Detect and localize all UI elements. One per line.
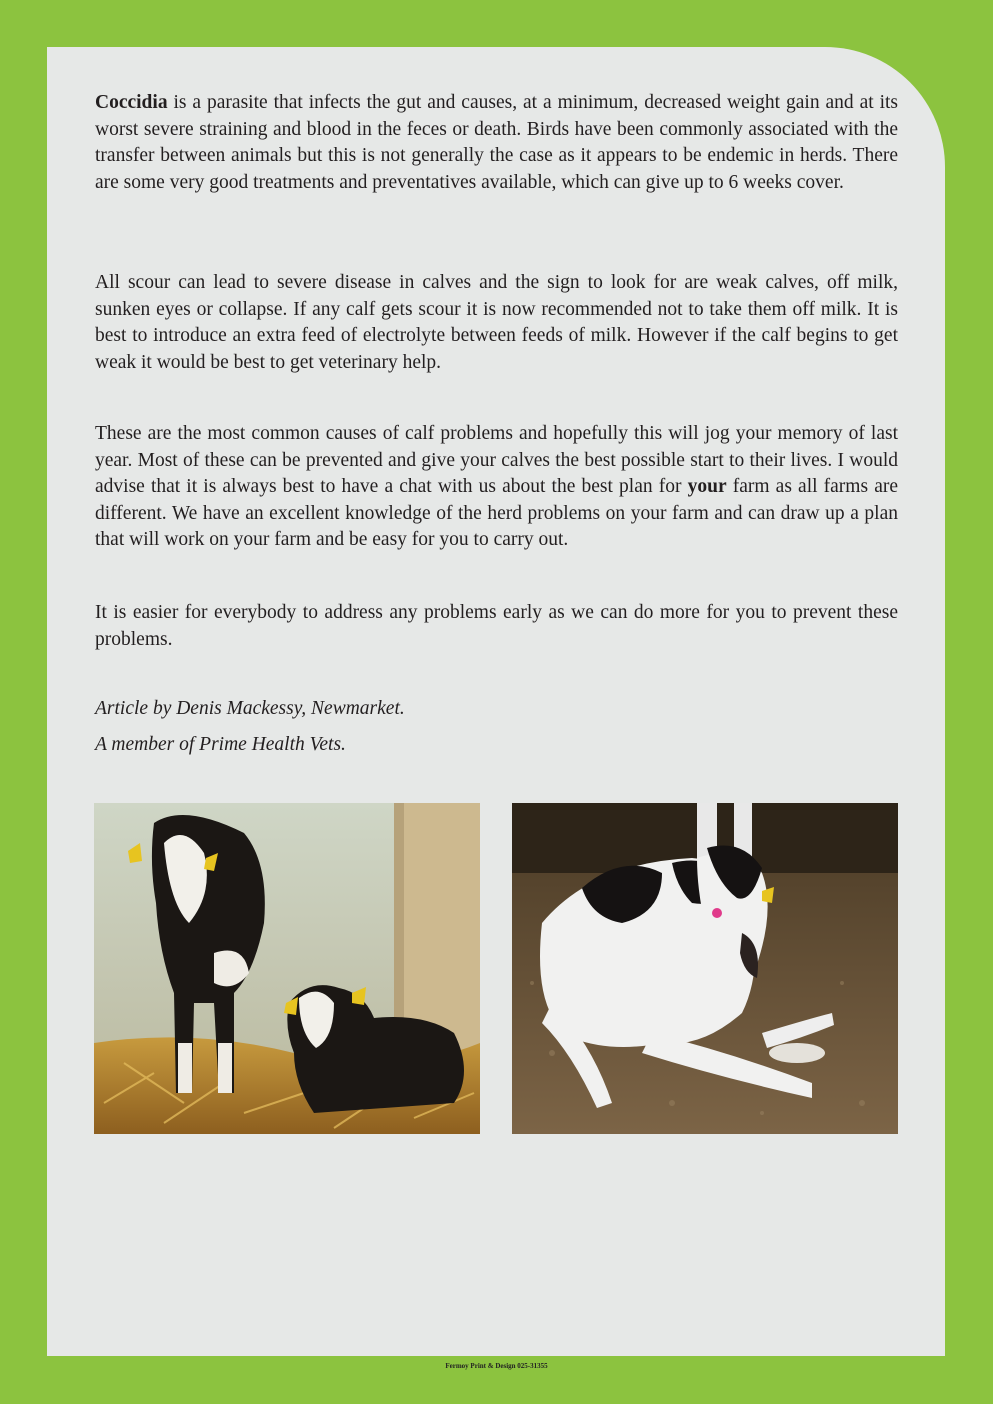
paragraph-scour: All scour can lead to severe disease in calves and the sign to look for are weak calves, off milk, sunken eyes or collapse. If any calf gets scour it is now recommended not to take them off milk. It is best to introduce an extra feed of electrolyte between feeds of milk. However if the calf begins to get weak it would be best to get veterinary help. bbox=[95, 272, 898, 373]
paragraph-coccidia bbox=[95, 90, 898, 196]
sick-calf-lying-photo bbox=[512, 803, 898, 1134]
paragraph-advice bbox=[95, 421, 898, 554]
member-line: A member of Prime Health Vets. bbox=[95, 734, 346, 755]
print-credit: Fermoy Print & Design 025-31355 bbox=[445, 1362, 548, 1370]
paragraph-coccidia-text: is a parasite that infects the gut and causes, at a minimum, decreased weight gain and at its worst severe straining and blood in the feces or death. Birds have been commonly associated with the transfer between animals but this is not generally the case as it appears to be endemic in herds. There are some very good treatments and preventatives available, which can give up to 6 weeks cover. bbox=[95, 92, 898, 193]
paragraph-early-action: It is easier for everybody to address any problems early as we can do more for you to prevent these problems. bbox=[95, 602, 898, 650]
calves-in-straw-photo bbox=[94, 803, 480, 1134]
paragraph-advice-text-2: farm as all farms are different. We have an excellent knowledge of the herd problems on your farm and can draw up a plan that will work on your farm and be easy for you to carry out. bbox=[95, 476, 898, 550]
term-coccidia: Coccidia bbox=[95, 92, 168, 113]
paragraph-advice-text-1: These are the most common causes of calf problems and hopefully this will jog your memory of last year. Most of these can be prevented and give your calves the best possible start to their lives. I would advise that it is always best to have a chat with us about the best plan for bbox=[95, 423, 898, 497]
emphasis-your: your bbox=[687, 476, 727, 497]
byline: Article by Denis Mackessy, Newmarket. bbox=[95, 698, 405, 719]
